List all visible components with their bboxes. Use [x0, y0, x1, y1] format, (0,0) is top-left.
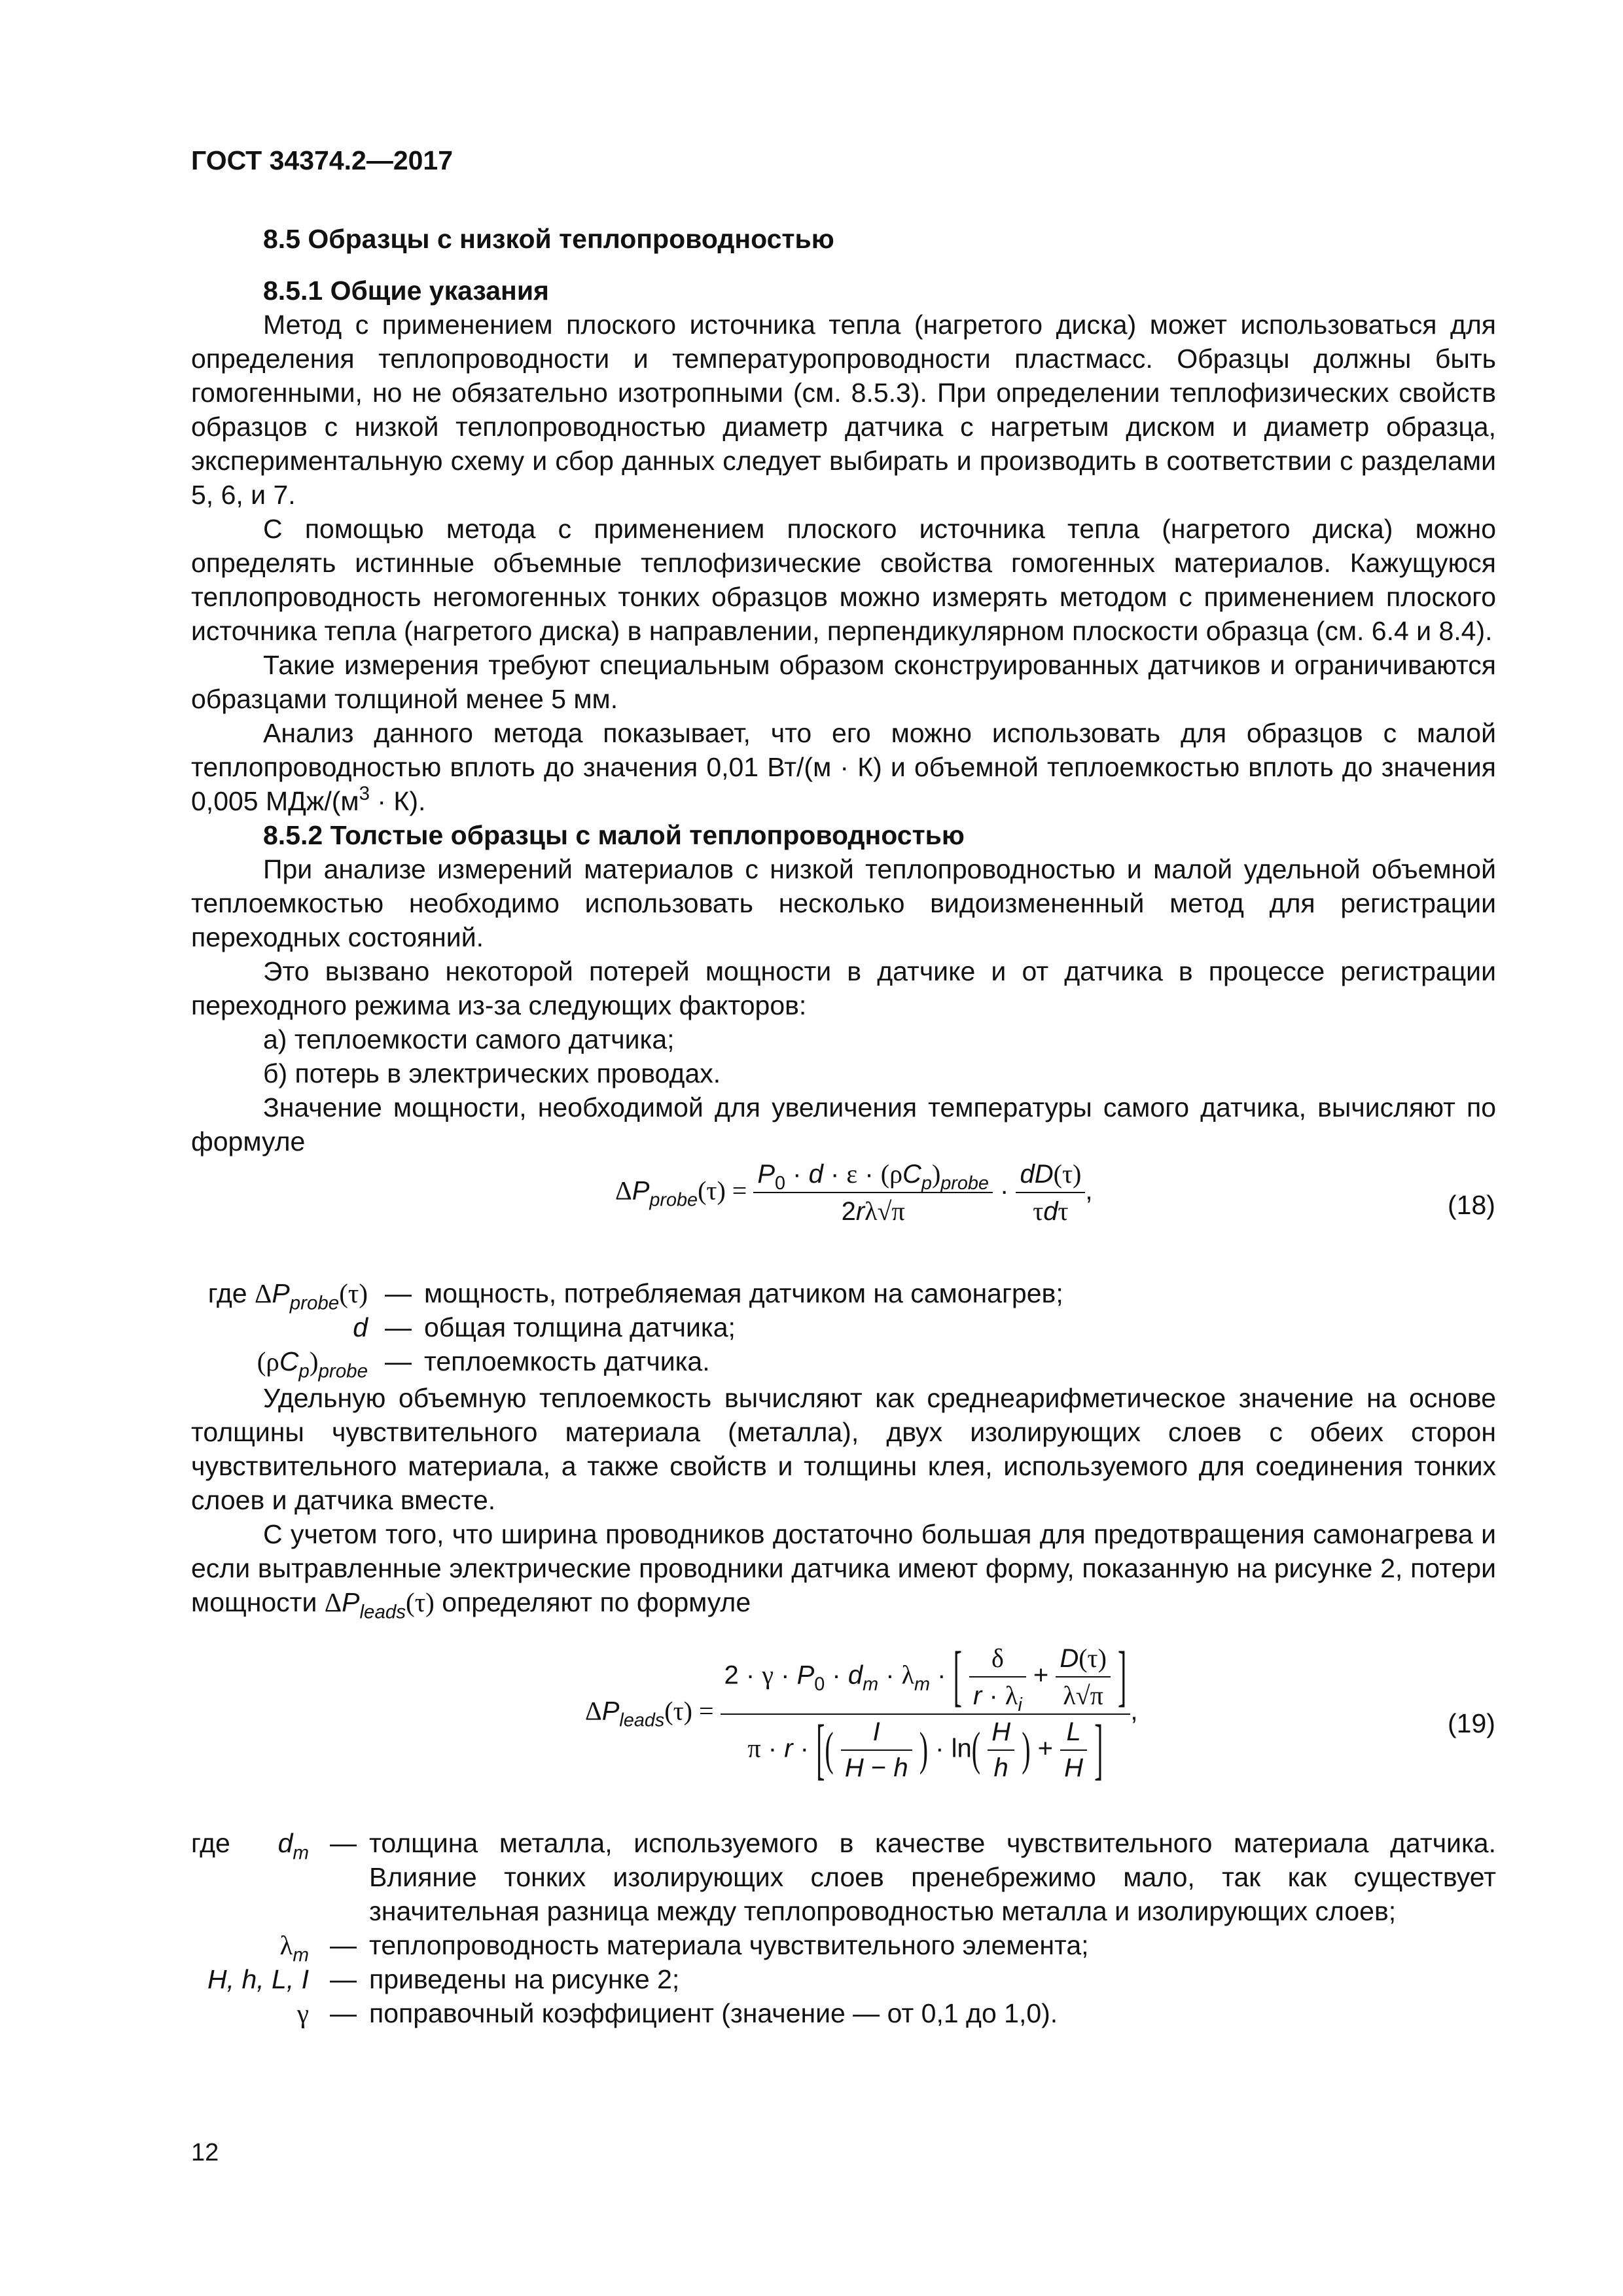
legend-dash: —: [330, 1964, 357, 1994]
legend-text: теплопроводность материала чувствительного элемента;: [369, 1930, 1089, 1960]
legend-text: поправочный коэффициент (значение — от 0,1 до 1,0).: [369, 1998, 1058, 2028]
legend-dash: —: [385, 1312, 412, 1342]
legend-label: $d_m$: [277, 1828, 309, 1864]
legend-label: γ: [296, 1998, 309, 2028]
list-item: а) теплоемкости самого датчика;: [263, 1024, 675, 1054]
legend-label: $\lambda_m$: [279, 1930, 309, 1966]
paragraph: Значение мощности, необходимой для увеличения температуры самого датчика, вычисляют по формуле: [191, 1092, 1496, 1157]
section-8-5-2-cont: [191, 1381, 1496, 1623]
formula-19-legend: [191, 1826, 1496, 2049]
legend-dash: —: [330, 1930, 357, 1960]
equation-number-19: (19): [1448, 1708, 1495, 1738]
formula-18: $\Delta P_{probe}(\tau)$ = $\frac{P_0 \cdot d \cdot \varepsilon \cdot (\rho C_p)_{probe}}{2r\lambda√\pi}$ · $\frac{dD(\tau)}{\text{τdτ}}$ ,: [615, 1159, 1093, 1226]
section-8-5-title: 8.5 Образцы с низкой теплопроводностью: [263, 224, 834, 254]
legend-dash: —: [385, 1278, 412, 1308]
legend-dash: —: [330, 1998, 357, 2028]
paragraph: Анализ данного метода показывает, что его можно использовать для образцов с малой теплопроводностью вплоть до значения 0,01 Вт/(м · К) и объемной теплоемкостью вплоть до значения 0,005 МДж/$(м^3 \cdot К)$.: [191, 718, 1496, 816]
paragraph: С учетом того, что ширина проводников достаточно большая для предотвращения самонагрева и если вытравленные электрические проводники датчика имеют форму, показанную на рисунке 2, потери мощности $\Delta P_{leads}(\tau)$ определяют по формуле: [191, 1519, 1496, 1623]
legend-text: теплоемкость датчика.: [424, 1346, 710, 1376]
legend-label: H, h, L, I: [207, 1964, 309, 1994]
legend-dash: —: [385, 1346, 412, 1376]
section-8-5-1: [191, 274, 1496, 1158]
legend-text: толщина металла, используемого в качестве чувствительного материала датчика. Влияние тонких изолирующих слоев пренебрежимо мало, так как существует значительная разница между теплопроводностью металла и изолирующих слоев;: [369, 1828, 1496, 1926]
standard-header: ГОСТ 34374.2—2017: [191, 145, 454, 175]
paragraph: С помощью метода с применением плоского источника тепла (нагретого диска) можно определять истинные объемные теплофизические свойства гомогенных материалов. Кажущуюся теплопроводность негомогенных тонких образцов можно измерять методом с применением плоского источника тепла (нагретого диска) в направлении, перпендикулярном плоскости образца (см. 6.4 и 8.4).: [191, 514, 1496, 646]
legend-label: d: [353, 1312, 368, 1342]
section-8-5-2-title: 8.5.2 Толстые образцы с малой теплопроводностью: [263, 820, 965, 850]
legend-label: где $\Delta P_{probe}(\tau)$: [207, 1278, 368, 1314]
equation-number-18: (18): [1448, 1190, 1495, 1220]
paragraph: При анализе измерений материалов с низкой теплопроводностью и малой удельной объемной теплоемкостью необходимо использовать несколько видоизмененный метод для регистрации переходных состояний.: [191, 854, 1496, 952]
legend-label: $(\rho C_p)_{probe}$: [257, 1346, 368, 1382]
formula-18-legend: [191, 1276, 1496, 1381]
paragraph: Это вызвано некоторой потерей мощности в датчике и от датчика в процессе регистрации переходного режима из-за следующих факторов:: [191, 956, 1496, 1020]
list-item: б) потерь в электрических проводах.: [263, 1058, 721, 1088]
page-number: 12: [191, 2139, 219, 2166]
legend-dash: —: [330, 1828, 357, 1858]
paragraph: Метод с применением плоского источника тепла (нагретого диска) может использоваться для определения теплопроводности и температуропроводности пластмасс. Образцы должны быть гомогенными, но не обязательно изотропными (см. 8.5.3). При определении теплофизических свойств образцов с низкой теплопроводностью диаметр датчика с нагретым диском и диаметр образца, экспериментальную схему и сбор данных следует выбирать и производить в соответствии с разделами 5, 6, и 7.: [191, 310, 1496, 510]
formula-19: $\Delta P_{leads}(\tau)$ = $2 \cdot \gamma \cdot P_0 \cdot d_m \cdot \lambda_m$ · [ $\frac{\delta}{r \cdot \lambda_i}$ + $\frac{D(\tau)}{\lambda√\pi}$ ] π · r · [( $\frac{I}{H - h}$ ) · ln( $\frac{H}{h}$ ) + $\frac{L}{H}$ ] ,: [585, 1636, 1138, 1787]
section-8-5-1-title: 8.5.1 Общие указания: [263, 276, 549, 306]
legend-where: где: [191, 1828, 230, 1858]
legend-text: общая толщина датчика;: [424, 1312, 736, 1342]
paragraph: Удельную объемную теплоемкость вычисляют как среднеарифметическое значение на основе толщины чувствительного материала (металла), двух изолирующих слоев с обеих сторон чувствительного материала, а также свойств и толщины клея, используемого для соединения тонких слоев и датчика вместе.: [191, 1383, 1496, 1515]
legend-text: мощность, потребляемая датчиком на самонагрев;: [424, 1278, 1063, 1308]
paragraph: Такие измерения требуют специальным образом сконструированных датчиков и ограничиваются образцами толщиной менее 5 мм.: [191, 650, 1496, 714]
legend-text: приведены на рисунке 2;: [369, 1964, 680, 1994]
